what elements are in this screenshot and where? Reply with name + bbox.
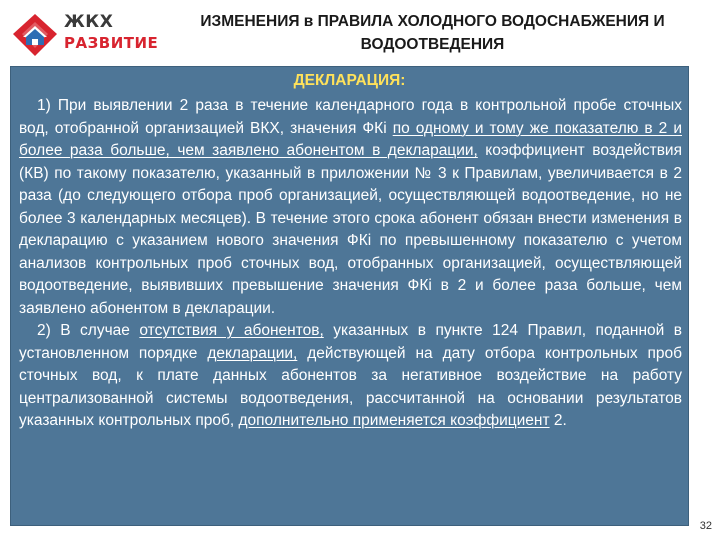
p2-underlined-2: декларации, — [207, 344, 298, 362]
p1-underlined-1: по одному и тому же показателю в 2 и более раза больше, чем заявлено абонентом в декларации, — [19, 119, 682, 159]
p2-underlined-1: отсутствия у абонентов, — [139, 322, 324, 339]
declaration-heading: ДЕКЛАРАЦИЯ: — [293, 72, 406, 89]
logo-line1: ЖКХ — [64, 12, 114, 32]
logo — [12, 12, 159, 58]
slide-header — [0, 0, 720, 66]
p2-text-d: 2. — [549, 412, 567, 429]
page-number: 32 — [699, 520, 712, 532]
p1-text-a: 1) При выявлении 2 раза в течение календарного года в контрольной пробе сточных вод, отобранной организацией ВКХ, значения ФКi — [19, 97, 682, 137]
logo-house-icon — [12, 12, 58, 58]
p2-text-c: действующей на дату отбора контрольных проб сточных вод, к плате данных абонентов за негативное воздействие на работу централизованной системы водоотведения, рассчитанной на основании результатов указанных контрольных проб, — [19, 344, 683, 429]
slide-title: ИЗМЕНЕНИЯ в ПРАВИЛА ХОЛОДНОГО ВОДОСНАБЖЕНИЯ И ВОДООТВЕДЕНИЯ — [200, 13, 665, 53]
paragraph-2 — [19, 320, 682, 433]
p2-text-a: 2) В случае — [37, 322, 140, 339]
p2-text-b: указанных в пункте 124 Правил, поданной в установленном порядке — [19, 322, 682, 362]
logo-text — [64, 14, 158, 51]
p1-text-b: коэффициент воздействия (КВ) по такому показателю, указанный в приложении № 3 к Правилам, увеличивается в 2 раза (до следующего отбора проб организацией, осуществляющей водоотведение, но не более 3 календарных месяцев). В течение этого срока абонент обязан внести изменения в декларацию с указанием нового значения ФКi по превышенному показателю с учетом анализов контрольных проб сточных вод, отобранных организацией, осуществляющей водоотведение, выявивших превышение значения ФКi в 2 и более раза больше, чем заявлено абонентом в декларации. — [19, 142, 682, 317]
declaration-box — [10, 66, 689, 526]
logo-line2: РАЗВИТИЕ — [64, 34, 159, 52]
p2-underlined-3: дополнительно применяется коэффициент — [238, 412, 550, 429]
paragraph-1 — [19, 95, 682, 320]
declaration-text — [19, 95, 682, 433]
